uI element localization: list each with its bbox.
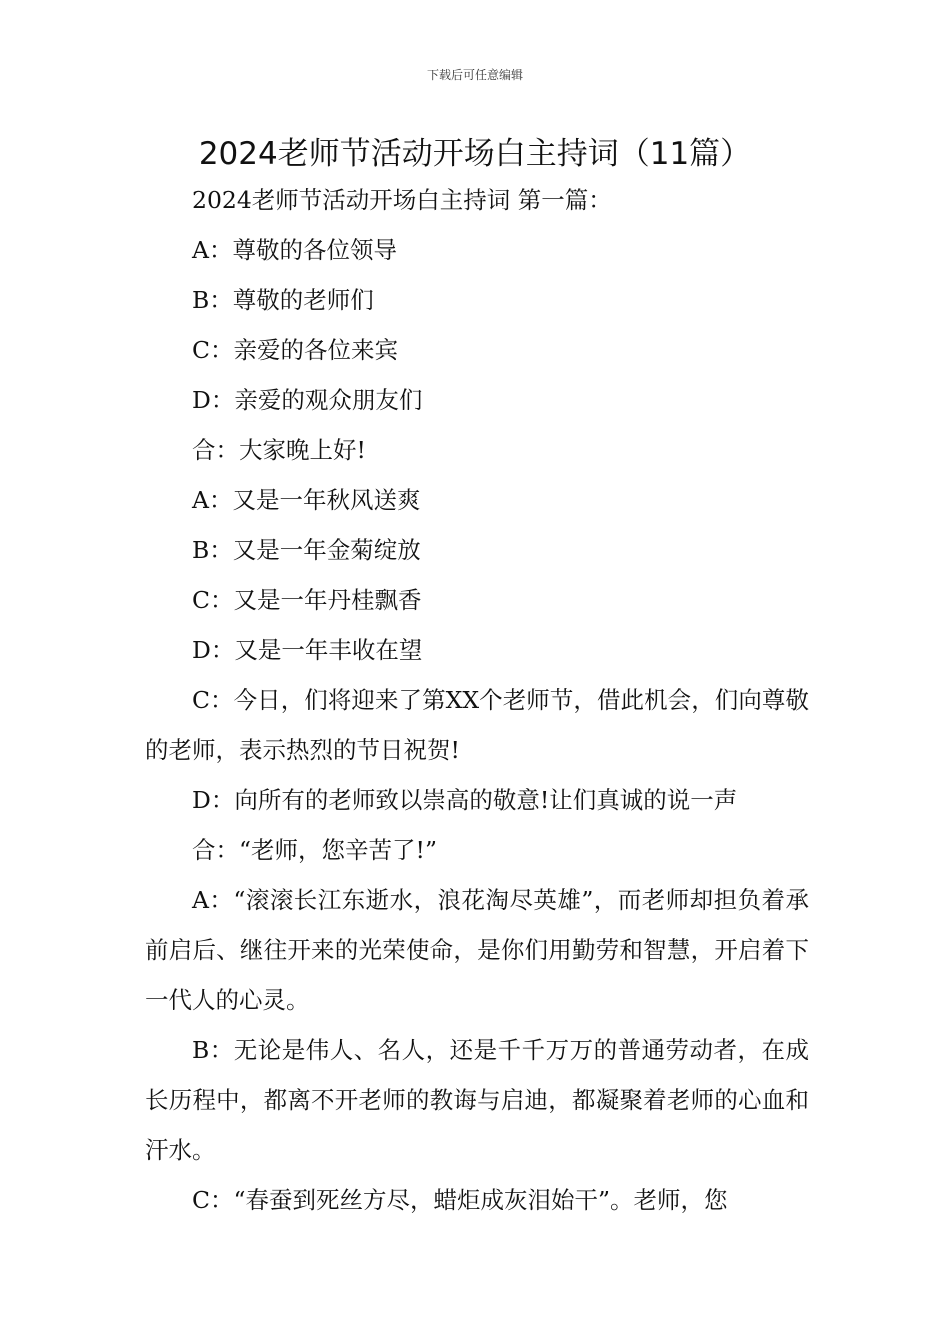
- paragraph: A：尊敬的各位领导: [192, 236, 397, 264]
- paragraph: C：“春蚕到死丝方尽，蜡炬成灰泪始干”。老师，您: [192, 1186, 728, 1214]
- paragraph: A：“滚滚长江东逝水，浪花淘尽英雄”，而老师却担负着承前启后、继往开来的光荣使命，是你们用勤劳和智慧，开启着下一代人的心灵。: [145, 886, 809, 1014]
- paragraph: D：亲爱的观众朋友们: [192, 386, 423, 414]
- paragraph: 2024老师节活动开场白主持词 第一篇：: [192, 186, 612, 214]
- paragraph: C：亲爱的各位来宾: [192, 336, 398, 364]
- document-title: 2024老师节活动开场白主持词（11篇）: [198, 136, 752, 172]
- paragraph: B：无论是伟人、名人，还是千千万万的普通劳动者，在成长历程中，都离不开老师的教诲与启迪，都凝聚着老师的心血和汗水。: [145, 1036, 809, 1164]
- paragraph: A：又是一年秋风送爽: [192, 486, 421, 514]
- paragraph: B：又是一年金菊绽放: [192, 536, 421, 564]
- page-header-note: 下载后可任意编辑: [426, 68, 523, 82]
- paragraph: D：向所有的老师致以崇高的敬意!让们真诚的说一声: [192, 786, 738, 814]
- paragraph: 合：“老师，您辛苦了!”: [192, 836, 437, 864]
- paragraph: 合：大家晚上好!: [192, 436, 366, 464]
- paragraph: D：又是一年丰收在望: [192, 636, 423, 664]
- paragraph: B：尊敬的老师们: [192, 286, 374, 314]
- document-body: [145, 175, 809, 1225]
- paragraph: C：今日，们将迎来了第XX个老师节，借此机会，们向尊敬的老师，表示热烈的节日祝贺!: [145, 686, 809, 764]
- paragraph: C：又是一年丹桂飘香: [192, 586, 422, 614]
